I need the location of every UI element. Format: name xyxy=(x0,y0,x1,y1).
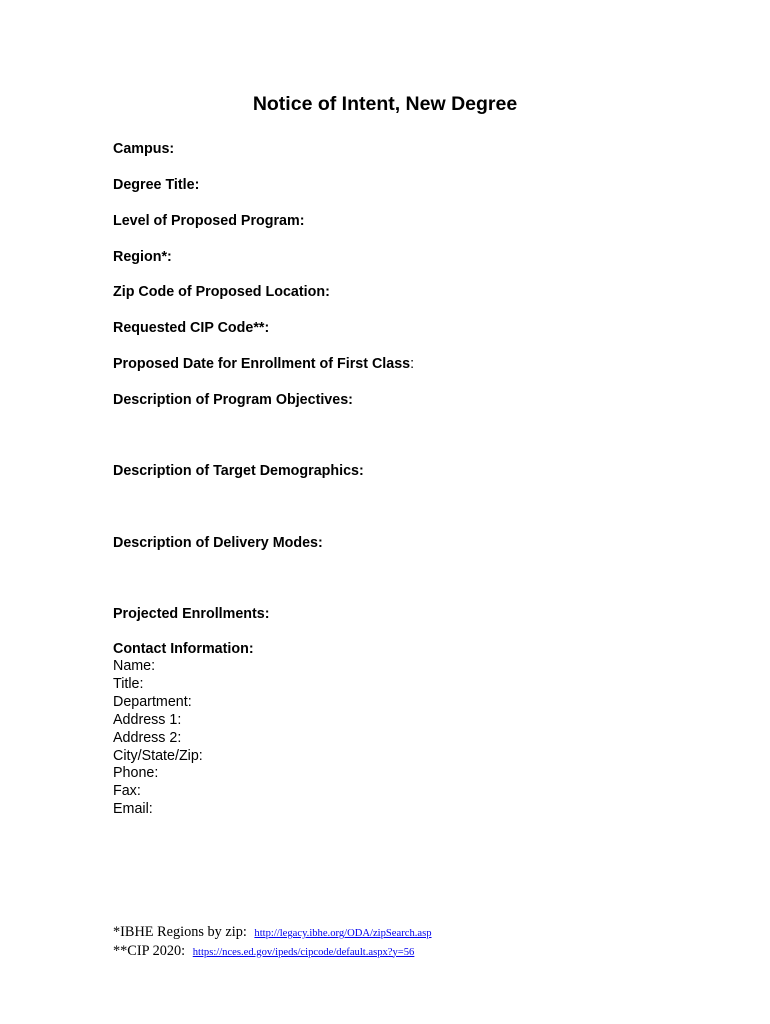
footnote-cip-label: **CIP 2020: xyxy=(113,942,186,959)
contact-information-list xyxy=(113,658,203,819)
contact-information-heading: Contact Information: xyxy=(113,641,254,657)
program-level-label: Level of Proposed Program: xyxy=(113,213,305,229)
footnotes xyxy=(113,924,432,961)
contact-phone-label: Phone: xyxy=(113,765,159,782)
contact-name-label: Name: xyxy=(113,658,156,674)
projected-enrollments-label: Projected Enrollments: xyxy=(113,606,270,622)
enrollment-date-text: Proposed Date for Enrollment of First Class xyxy=(113,356,411,372)
contact-city-state-zip-label: City/State/Zip: xyxy=(113,747,203,764)
contact-address2-label: Address 2: xyxy=(113,729,182,746)
footnote-regions xyxy=(113,924,432,943)
footnote-cip xyxy=(113,943,432,962)
contact-title-label: Title: xyxy=(113,675,144,692)
delivery-modes-label: Description of Delivery Modes: xyxy=(113,535,323,551)
contact-email-label: Email: xyxy=(113,801,153,818)
target-demographics-label: Description of Target Demographics: xyxy=(113,463,364,479)
contact-department-label: Department: xyxy=(113,693,192,710)
cip-code-label: Requested CIP Code**: xyxy=(113,320,270,336)
region-label: Region*: xyxy=(113,249,172,265)
zip-code-label: Zip Code of Proposed Location: xyxy=(113,284,330,300)
regions-zip-link[interactable]: http://legacy.ibhe.org/ODA/zipSearch.asp xyxy=(254,928,432,939)
campus-label: Campus: xyxy=(113,141,175,157)
document-title: Notice of Intent, New Degree xyxy=(252,93,518,115)
contact-address1-label: Address 1: xyxy=(113,711,182,728)
enrollment-date-label xyxy=(113,356,414,372)
cip-code-link[interactable]: https://nces.ed.gov/ipeds/cipcode/default.aspx?y=56 xyxy=(192,946,415,958)
footnote-regions-label: *IBHE Regions by zip: xyxy=(113,924,247,940)
enrollment-date-colon: : xyxy=(410,356,415,372)
degree-title-label: Degree Title: xyxy=(113,177,200,193)
program-objectives-label: Description of Program Objectives: xyxy=(113,392,353,408)
contact-fax-label: Fax: xyxy=(113,783,141,800)
